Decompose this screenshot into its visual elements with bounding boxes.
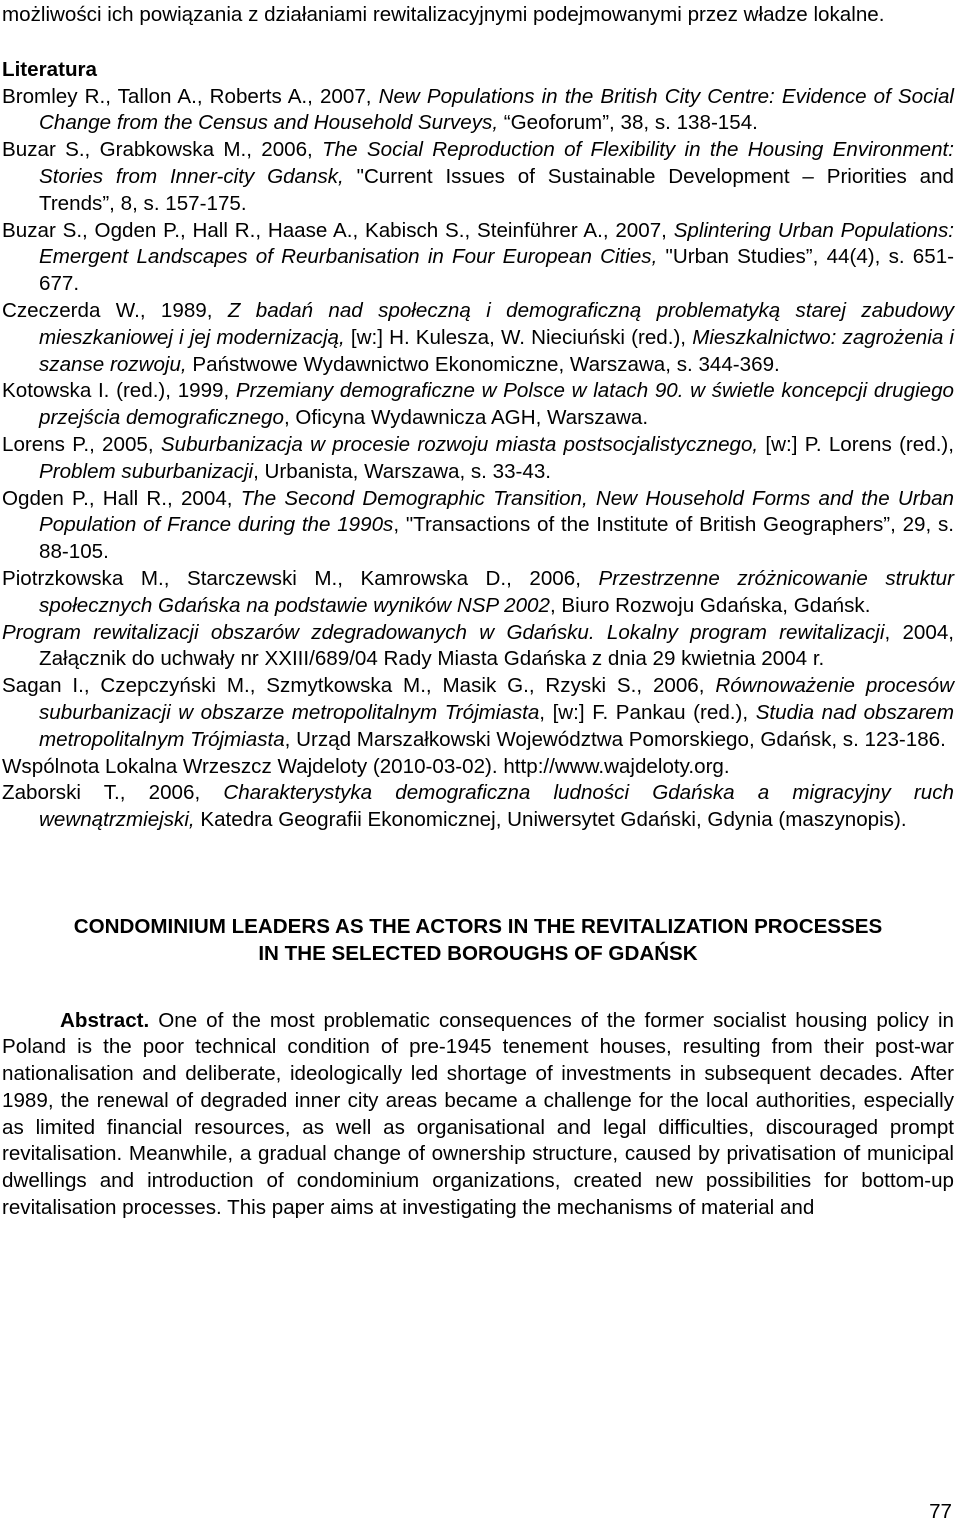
reference-item <box>2 84 954 138</box>
reference-title: Program rewitalizacji obszarów zdegradowanych w Gdańsku. Lokalny program rewitalizacji <box>2 620 885 644</box>
article-title-line-1: CONDOMINIUM LEADERS AS THE ACTORS IN THE REVITALIZATION PROCESSES <box>73 914 883 938</box>
reference-details: , 2007, <box>602 218 674 242</box>
reference-list <box>2 84 954 834</box>
article-title <box>2 914 954 968</box>
reference-authors: Czeczerda W. <box>2 298 140 322</box>
reference-book-title: Studia nad obszarem metropolitalnym Trójmiasta <box>39 700 954 751</box>
reference-item <box>2 378 954 432</box>
abstract-paragraph <box>2 1008 954 1222</box>
reference-details: , 2006, <box>119 781 224 805</box>
reference-book-title: Problem suburbanizacji <box>39 459 254 483</box>
reference-source: , Biuro Rozwoju Gdańska, Gdańsk. <box>549 593 871 617</box>
document-page <box>2 2 954 1222</box>
reference-source: “Geoforum”, 38, s. 138-154. <box>498 111 758 135</box>
reference-details: , 2006, <box>246 138 323 162</box>
reference-details: , 2006, <box>636 674 716 698</box>
reference-item <box>2 673 954 753</box>
reference-authors: Lorens P. <box>2 432 90 456</box>
reference-authors: Buzar S., Grabkowska M. <box>2 138 247 162</box>
reference-authors: Sagan I., Czepczyński M., Szmytkowska M., Masik G., Rzyski S. <box>2 674 637 698</box>
reference-source: , [w:] F. Pankau (red.), <box>539 700 756 724</box>
reference-details: , 2007, <box>307 84 379 108</box>
reference-title: Z badań nad społeczną i demograficzną problematyką starej zabudowy mieszkaniowej i jej modernizacją, <box>39 298 955 349</box>
reference-publisher: , Urbanista, Warszawa, s. 33-43. <box>253 459 552 483</box>
abstract-text: One of the most problematic consequences of the former socialist housing policy in Poland is the poor technical condition of pre-1945 tenement houses, resulting from their post-war nationalisation and deliberate, ideologically led shortage of investments in subsequent decades. After 1989, the renewal of degraded inner city areas became a challenge for the local authorities, especially as limited financial resources, as well as organisational and legal difficulties, discouraged prompt revitalisation. Meanwhile, a gradual change of ownership structure, caused by privatisation of municipal dwellings and introduction of condominium organizations, created new possibilities for bottom-up revitalisation processes. This paper aims at investigating the mechanisms of material and <box>2 1008 954 1220</box>
article-title-line-2: IN THE SELECTED BOROUGHS OF GDAŃSK <box>258 941 698 965</box>
page-number: 77 <box>929 1500 952 1523</box>
reference-book-title: Mieszkalnictwo: zagrożenia i szanse rozwoju, <box>39 325 955 376</box>
reference-title: Charakterystyka demograficzna ludności Gdańska a migracyjny ruch wewnątrzmiejski, <box>39 781 954 832</box>
reference-details: , 2005, <box>89 432 161 456</box>
reference-source: , Oficyna Wydawnicza AGH, Warszawa. <box>283 406 649 430</box>
reference-source: [w:] P. Lorens (red.), <box>758 432 954 456</box>
reference-item <box>2 432 954 486</box>
reference-publisher: Państwowe Wydawnictwo Ekonomiczne, Warszawa, s. 344-369. <box>186 352 780 376</box>
reference-source: , "Transactions of the Institute of British Geographers”, 29, s. 88-105. <box>39 513 954 564</box>
reference-title: Równoważenie procesów suburbanizacji w obszarze metropolitalnym Trójmiasta <box>39 674 954 724</box>
reference-source: Katedra Geografii Ekonomicznej, Uniwersytet Gdański, Gdynia (maszynopis). <box>194 808 907 832</box>
reference-source: [w:] H. Kulesza, W. Nieciuński (red.), <box>344 325 693 349</box>
reference-item <box>2 754 954 781</box>
reference-title: Przestrzenne zróżnicowanie struktur społecznych Gdańska na podstawie wyników NSP 2002 <box>39 566 954 617</box>
reference-item <box>2 620 954 674</box>
reference-authors: Bromley R., Tallon A., Roberts A. <box>2 84 308 108</box>
reference-authors: Ogden P., Hall R. <box>2 486 168 510</box>
reference-title: New Populations in the British City Centre: Evidence of Social Change from the Census and Household Surveys, <box>39 84 955 135</box>
reference-details: , 1989, <box>139 298 228 322</box>
reference-item <box>2 566 954 620</box>
reference-title: Przemiany demograficzne w Polsce w latach 90. w świetle koncepcji drugiego przejścia demograficznego <box>39 379 955 430</box>
reference-item <box>2 780 954 834</box>
reference-authors: Piotrzkowska M., Starczewski M., Kamrowska D. <box>2 566 507 590</box>
reference-details: , 2004, <box>167 486 241 510</box>
reference-item <box>2 137 954 217</box>
reference-title: Suburbanizacja w procesie rozwoju miasta postsocjalistycznego, <box>160 432 759 456</box>
reference-source: "Current Issues of Sustainable Development – Priorities and Trends”, 8, s. 157-175. <box>39 164 954 215</box>
reference-authors: Zaborski T. <box>2 781 120 805</box>
reference-item <box>2 486 954 566</box>
reference-source: , 2004, Załącznik do uchwały nr XXIII/689/04 Rady Miasta Gdańska z dnia 29 kwietnia 2004 r. <box>39 620 954 671</box>
reference-details: , 2006, <box>506 566 599 590</box>
reference-title: The Social Reproduction of Flexibility in the Housing Environment: Stories from Inner-city Gdansk, <box>39 138 954 188</box>
intro-paragraph: możliwości ich powiązania z działaniami rewitalizacyjnymi podejmowanymi przez władze lokalne. <box>2 3 885 26</box>
reference-authors: Kotowska I. (red.) <box>2 379 166 403</box>
abstract-label: Abstract. <box>60 1008 150 1032</box>
reference-item <box>2 298 954 378</box>
reference-authors: Buzar S., Ogden P., Hall R., Haase A., Kabisch S., Steinführer A. <box>2 218 603 242</box>
reference-title: The Second Demographic Transition, New Household Forms and the Urban Population of France during the 1990s <box>39 486 955 537</box>
reference-authors: Wspólnota Lokalna Wrzeszcz Wajdeloty <box>2 754 368 778</box>
literature-heading: Literatura <box>2 57 97 81</box>
reference-details: (2010-03-02). http://www.wajdeloty.org. <box>367 754 730 778</box>
reference-publisher: , Urząd Marszałkowski Województwa Pomorskiego, Gdańsk, s. 123-186. <box>284 727 946 751</box>
reference-source: "Urban Studies”, 44(4), s. 651-677. <box>39 245 955 296</box>
reference-title: Splintering Urban Populations: Emergent Landscapes of Reurbanisation in Four European Cities, <box>39 218 955 269</box>
reference-details: , 1999, <box>165 379 236 403</box>
reference-item <box>2 218 954 298</box>
